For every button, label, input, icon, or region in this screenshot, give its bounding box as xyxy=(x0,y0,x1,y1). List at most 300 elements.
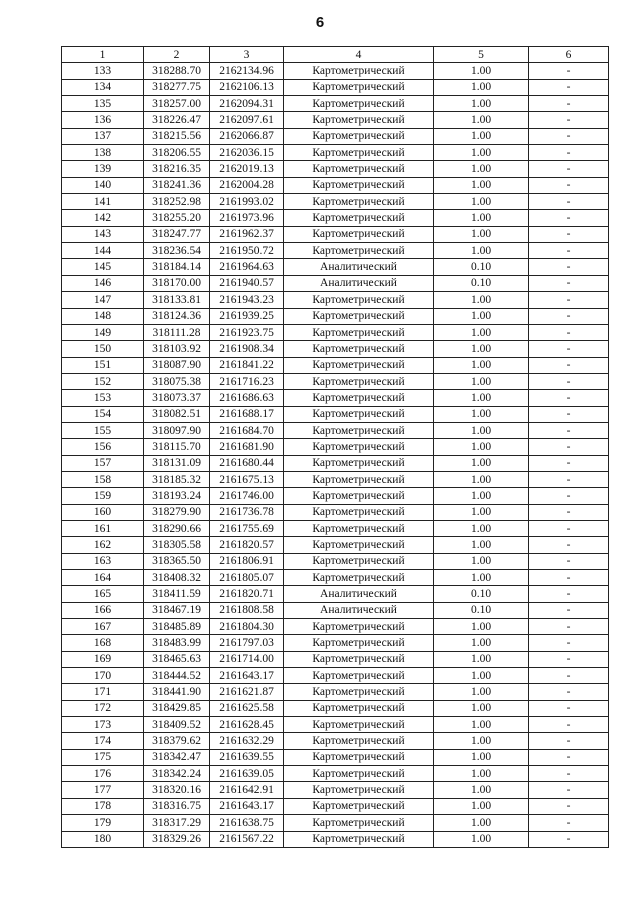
point-number-cell: 167 xyxy=(62,619,144,635)
point-number-cell: 146 xyxy=(62,275,144,291)
table-row xyxy=(62,488,609,504)
point-number-cell: 155 xyxy=(62,422,144,438)
note-cell: - xyxy=(529,553,609,569)
y-coordinate-cell: 2161805.07 xyxy=(210,570,284,586)
note-cell: - xyxy=(529,390,609,406)
x-coordinate-cell: 318097.90 xyxy=(144,422,210,438)
note-cell: - xyxy=(529,226,609,242)
table-row xyxy=(62,96,609,112)
method-cell: Картометрический xyxy=(284,177,434,193)
method-cell: Картометрический xyxy=(284,570,434,586)
table-body xyxy=(62,63,609,848)
point-number-cell: 165 xyxy=(62,586,144,602)
table-row xyxy=(62,717,609,733)
x-coordinate-cell: 318444.52 xyxy=(144,668,210,684)
table-row xyxy=(62,553,609,569)
y-coordinate-cell: 2161675.13 xyxy=(210,471,284,487)
table-row xyxy=(62,63,609,79)
accuracy-cell: 1.00 xyxy=(434,504,529,520)
y-coordinate-cell: 2161639.55 xyxy=(210,749,284,765)
method-cell: Картометрический xyxy=(284,439,434,455)
table-row xyxy=(62,749,609,765)
point-number-cell: 147 xyxy=(62,292,144,308)
note-cell: - xyxy=(529,602,609,618)
x-coordinate-cell: 318290.66 xyxy=(144,520,210,536)
note-cell: - xyxy=(529,717,609,733)
header-cell-col-4: 4 xyxy=(284,47,434,63)
note-cell: - xyxy=(529,586,609,602)
accuracy-cell: 1.00 xyxy=(434,292,529,308)
y-coordinate-cell: 2161621.87 xyxy=(210,684,284,700)
table-row xyxy=(62,128,609,144)
table-row xyxy=(62,537,609,553)
note-cell: - xyxy=(529,308,609,324)
method-cell: Картометрический xyxy=(284,308,434,324)
point-number-cell: 145 xyxy=(62,259,144,275)
note-cell: - xyxy=(529,635,609,651)
x-coordinate-cell: 318316.75 xyxy=(144,798,210,814)
method-cell: Картометрический xyxy=(284,815,434,831)
x-coordinate-cell: 318429.85 xyxy=(144,700,210,716)
method-cell: Картометрический xyxy=(284,619,434,635)
point-number-cell: 174 xyxy=(62,733,144,749)
point-number-cell: 163 xyxy=(62,553,144,569)
point-number-cell: 171 xyxy=(62,684,144,700)
x-coordinate-cell: 318215.56 xyxy=(144,128,210,144)
x-coordinate-cell: 318342.24 xyxy=(144,766,210,782)
accuracy-cell: 1.00 xyxy=(434,488,529,504)
y-coordinate-cell: 2161797.03 xyxy=(210,635,284,651)
x-coordinate-cell: 318379.62 xyxy=(144,733,210,749)
method-cell: Картометрический xyxy=(284,390,434,406)
note-cell: - xyxy=(529,651,609,667)
y-coordinate-cell: 2161680.44 xyxy=(210,455,284,471)
table-row xyxy=(62,308,609,324)
method-cell: Картометрический xyxy=(284,520,434,536)
y-coordinate-cell: 2161755.69 xyxy=(210,520,284,536)
x-coordinate-cell: 318277.75 xyxy=(144,79,210,95)
point-number-cell: 142 xyxy=(62,210,144,226)
table-row xyxy=(62,390,609,406)
y-coordinate-cell: 2161820.71 xyxy=(210,586,284,602)
table-row xyxy=(62,112,609,128)
note-cell: - xyxy=(529,161,609,177)
table-row xyxy=(62,504,609,520)
table-row xyxy=(62,406,609,422)
note-cell: - xyxy=(529,520,609,536)
method-cell: Картометрический xyxy=(284,749,434,765)
method-cell: Картометрический xyxy=(284,406,434,422)
y-coordinate-cell: 2161939.25 xyxy=(210,308,284,324)
accuracy-cell: 0.10 xyxy=(434,259,529,275)
accuracy-cell: 1.00 xyxy=(434,798,529,814)
point-number-cell: 176 xyxy=(62,766,144,782)
accuracy-cell: 1.00 xyxy=(434,373,529,389)
point-number-cell: 160 xyxy=(62,504,144,520)
point-number-cell: 148 xyxy=(62,308,144,324)
note-cell: - xyxy=(529,373,609,389)
accuracy-cell: 1.00 xyxy=(434,537,529,553)
table-row xyxy=(62,422,609,438)
y-coordinate-cell: 2161632.29 xyxy=(210,733,284,749)
point-number-cell: 139 xyxy=(62,161,144,177)
y-coordinate-cell: 2162106.13 xyxy=(210,79,284,95)
y-coordinate-cell: 2161808.58 xyxy=(210,602,284,618)
y-coordinate-cell: 2162134.96 xyxy=(210,63,284,79)
accuracy-cell: 1.00 xyxy=(434,128,529,144)
accuracy-cell: 1.00 xyxy=(434,733,529,749)
accuracy-cell: 1.00 xyxy=(434,177,529,193)
y-coordinate-cell: 2161923.75 xyxy=(210,324,284,340)
x-coordinate-cell: 318467.19 xyxy=(144,602,210,618)
accuracy-cell: 1.00 xyxy=(434,226,529,242)
y-coordinate-cell: 2161625.58 xyxy=(210,700,284,716)
point-number-cell: 151 xyxy=(62,357,144,373)
table-row xyxy=(62,373,609,389)
table-row xyxy=(62,341,609,357)
method-cell: Картометрический xyxy=(284,717,434,733)
point-number-cell: 179 xyxy=(62,815,144,831)
note-cell: - xyxy=(529,455,609,471)
method-cell: Картометрический xyxy=(284,324,434,340)
x-coordinate-cell: 318465.63 xyxy=(144,651,210,667)
accuracy-cell: 1.00 xyxy=(434,570,529,586)
accuracy-cell: 1.00 xyxy=(434,455,529,471)
method-cell: Картометрический xyxy=(284,488,434,504)
table-row xyxy=(62,210,609,226)
x-coordinate-cell: 318124.36 xyxy=(144,308,210,324)
x-coordinate-cell: 318483.99 xyxy=(144,635,210,651)
method-cell: Картометрический xyxy=(284,63,434,79)
point-number-cell: 140 xyxy=(62,177,144,193)
accuracy-cell: 1.00 xyxy=(434,684,529,700)
note-cell: - xyxy=(529,439,609,455)
table-row xyxy=(62,292,609,308)
x-coordinate-cell: 318288.70 xyxy=(144,63,210,79)
y-coordinate-cell: 2161567.22 xyxy=(210,831,284,847)
note-cell: - xyxy=(529,504,609,520)
y-coordinate-cell: 2162019.13 xyxy=(210,161,284,177)
header-cell-col-1: 1 xyxy=(62,47,144,63)
y-coordinate-cell: 2161950.72 xyxy=(210,243,284,259)
y-coordinate-cell: 2161820.57 xyxy=(210,537,284,553)
note-cell: - xyxy=(529,815,609,831)
accuracy-cell: 1.00 xyxy=(434,243,529,259)
point-number-cell: 150 xyxy=(62,341,144,357)
y-coordinate-cell: 2161684.70 xyxy=(210,422,284,438)
y-coordinate-cell: 2161642.91 xyxy=(210,782,284,798)
point-number-cell: 134 xyxy=(62,79,144,95)
accuracy-cell: 0.10 xyxy=(434,586,529,602)
method-cell: Картометрический xyxy=(284,194,434,210)
method-cell: Картометрический xyxy=(284,651,434,667)
point-number-cell: 172 xyxy=(62,700,144,716)
note-cell: - xyxy=(529,733,609,749)
note-cell: - xyxy=(529,422,609,438)
point-number-cell: 154 xyxy=(62,406,144,422)
table-row xyxy=(62,275,609,291)
method-cell: Картометрический xyxy=(284,635,434,651)
accuracy-cell: 0.10 xyxy=(434,602,529,618)
note-cell: - xyxy=(529,700,609,716)
method-cell: Картометрический xyxy=(284,373,434,389)
table-row xyxy=(62,259,609,275)
method-cell: Картометрический xyxy=(284,79,434,95)
y-coordinate-cell: 2162004.28 xyxy=(210,177,284,193)
y-coordinate-cell: 2161806.91 xyxy=(210,553,284,569)
method-cell: Картометрический xyxy=(284,161,434,177)
note-cell: - xyxy=(529,831,609,847)
accuracy-cell: 1.00 xyxy=(434,520,529,536)
accuracy-cell: 1.00 xyxy=(434,341,529,357)
method-cell: Картометрический xyxy=(284,455,434,471)
note-cell: - xyxy=(529,406,609,422)
table-row xyxy=(62,586,609,602)
point-number-cell: 152 xyxy=(62,373,144,389)
x-coordinate-cell: 318075.38 xyxy=(144,373,210,389)
x-coordinate-cell: 318409.52 xyxy=(144,717,210,733)
table-row xyxy=(62,243,609,259)
method-cell: Картометрический xyxy=(284,831,434,847)
note-cell: - xyxy=(529,243,609,259)
note-cell: - xyxy=(529,766,609,782)
note-cell: - xyxy=(529,210,609,226)
method-cell: Картометрический xyxy=(284,357,434,373)
point-number-cell: 177 xyxy=(62,782,144,798)
x-coordinate-cell: 318329.26 xyxy=(144,831,210,847)
page-number: 6 xyxy=(315,14,325,31)
point-number-cell: 159 xyxy=(62,488,144,504)
y-coordinate-cell: 2161943.23 xyxy=(210,292,284,308)
method-cell: Картометрический xyxy=(284,537,434,553)
point-number-cell: 137 xyxy=(62,128,144,144)
header-cell-col-6: 6 xyxy=(529,47,609,63)
note-cell: - xyxy=(529,112,609,128)
point-number-cell: 161 xyxy=(62,520,144,536)
point-number-cell: 180 xyxy=(62,831,144,847)
note-cell: - xyxy=(529,194,609,210)
y-coordinate-cell: 2161686.63 xyxy=(210,390,284,406)
accuracy-cell: 0.10 xyxy=(434,275,529,291)
y-coordinate-cell: 2161993.02 xyxy=(210,194,284,210)
table-row xyxy=(62,455,609,471)
method-cell: Картометрический xyxy=(284,226,434,242)
x-coordinate-cell: 318279.90 xyxy=(144,504,210,520)
accuracy-cell: 1.00 xyxy=(434,635,529,651)
table-row xyxy=(62,145,609,161)
point-number-cell: 173 xyxy=(62,717,144,733)
point-number-cell: 162 xyxy=(62,537,144,553)
note-cell: - xyxy=(529,292,609,308)
x-coordinate-cell: 318441.90 xyxy=(144,684,210,700)
table-row xyxy=(62,782,609,798)
note-cell: - xyxy=(529,357,609,373)
accuracy-cell: 1.00 xyxy=(434,145,529,161)
y-coordinate-cell: 2161681.90 xyxy=(210,439,284,455)
note-cell: - xyxy=(529,259,609,275)
method-cell: Картометрический xyxy=(284,766,434,782)
method-cell: Картометрический xyxy=(284,210,434,226)
point-number-cell: 138 xyxy=(62,145,144,161)
note-cell: - xyxy=(529,145,609,161)
header-cell-col-3: 3 xyxy=(210,47,284,63)
method-cell: Картометрический xyxy=(284,112,434,128)
point-number-cell: 149 xyxy=(62,324,144,340)
table-header xyxy=(62,47,609,63)
note-cell: - xyxy=(529,668,609,684)
y-coordinate-cell: 2161643.17 xyxy=(210,798,284,814)
accuracy-cell: 1.00 xyxy=(434,324,529,340)
x-coordinate-cell: 318087.90 xyxy=(144,357,210,373)
accuracy-cell: 1.00 xyxy=(434,63,529,79)
x-coordinate-cell: 318193.24 xyxy=(144,488,210,504)
x-coordinate-cell: 318206.55 xyxy=(144,145,210,161)
point-number-cell: 168 xyxy=(62,635,144,651)
method-cell: Картометрический xyxy=(284,782,434,798)
method-cell: Картометрический xyxy=(284,700,434,716)
table-row xyxy=(62,668,609,684)
x-coordinate-cell: 318252.98 xyxy=(144,194,210,210)
x-coordinate-cell: 318365.50 xyxy=(144,553,210,569)
x-coordinate-cell: 318320.16 xyxy=(144,782,210,798)
table-row xyxy=(62,619,609,635)
point-number-cell: 157 xyxy=(62,455,144,471)
y-coordinate-cell: 2162036.15 xyxy=(210,145,284,161)
method-cell: Аналитический xyxy=(284,602,434,618)
x-coordinate-cell: 318411.59 xyxy=(144,586,210,602)
point-number-cell: 135 xyxy=(62,96,144,112)
coordinates-table xyxy=(61,46,609,848)
point-number-cell: 141 xyxy=(62,194,144,210)
table-row xyxy=(62,602,609,618)
accuracy-cell: 1.00 xyxy=(434,390,529,406)
accuracy-cell: 1.00 xyxy=(434,619,529,635)
x-coordinate-cell: 318305.58 xyxy=(144,537,210,553)
x-coordinate-cell: 318408.32 xyxy=(144,570,210,586)
accuracy-cell: 1.00 xyxy=(434,406,529,422)
y-coordinate-cell: 2161962.37 xyxy=(210,226,284,242)
accuracy-cell: 1.00 xyxy=(434,357,529,373)
header-row xyxy=(62,47,609,63)
note-cell: - xyxy=(529,684,609,700)
x-coordinate-cell: 318103.92 xyxy=(144,341,210,357)
method-cell: Картометрический xyxy=(284,243,434,259)
table-row xyxy=(62,733,609,749)
y-coordinate-cell: 2161643.17 xyxy=(210,668,284,684)
y-coordinate-cell: 2161639.05 xyxy=(210,766,284,782)
point-number-cell: 144 xyxy=(62,243,144,259)
x-coordinate-cell: 318111.28 xyxy=(144,324,210,340)
table-row xyxy=(62,520,609,536)
table-row xyxy=(62,570,609,586)
point-number-cell: 169 xyxy=(62,651,144,667)
accuracy-cell: 1.00 xyxy=(434,782,529,798)
method-cell: Картометрический xyxy=(284,292,434,308)
x-coordinate-cell: 318236.54 xyxy=(144,243,210,259)
accuracy-cell: 1.00 xyxy=(434,766,529,782)
x-coordinate-cell: 318485.89 xyxy=(144,619,210,635)
header-cell-col-5: 5 xyxy=(434,47,529,63)
note-cell: - xyxy=(529,749,609,765)
method-cell: Картометрический xyxy=(284,128,434,144)
accuracy-cell: 1.00 xyxy=(434,194,529,210)
accuracy-cell: 1.00 xyxy=(434,471,529,487)
method-cell: Картометрический xyxy=(284,684,434,700)
method-cell: Картометрический xyxy=(284,341,434,357)
y-coordinate-cell: 2161688.17 xyxy=(210,406,284,422)
note-cell: - xyxy=(529,128,609,144)
accuracy-cell: 1.00 xyxy=(434,651,529,667)
x-coordinate-cell: 318170.00 xyxy=(144,275,210,291)
note-cell: - xyxy=(529,570,609,586)
x-coordinate-cell: 318073.37 xyxy=(144,390,210,406)
accuracy-cell: 1.00 xyxy=(434,700,529,716)
y-coordinate-cell: 2161628.45 xyxy=(210,717,284,733)
accuracy-cell: 1.00 xyxy=(434,161,529,177)
method-cell: Картометрический xyxy=(284,798,434,814)
method-cell: Аналитический xyxy=(284,275,434,291)
note-cell: - xyxy=(529,471,609,487)
y-coordinate-cell: 2162066.87 xyxy=(210,128,284,144)
table-row xyxy=(62,815,609,831)
note-cell: - xyxy=(529,96,609,112)
x-coordinate-cell: 318255.20 xyxy=(144,210,210,226)
method-cell: Аналитический xyxy=(284,259,434,275)
point-number-cell: 136 xyxy=(62,112,144,128)
accuracy-cell: 1.00 xyxy=(434,553,529,569)
method-cell: Картометрический xyxy=(284,145,434,161)
point-number-cell: 156 xyxy=(62,439,144,455)
note-cell: - xyxy=(529,177,609,193)
note-cell: - xyxy=(529,619,609,635)
x-coordinate-cell: 318133.81 xyxy=(144,292,210,308)
point-number-cell: 153 xyxy=(62,390,144,406)
table-row xyxy=(62,161,609,177)
y-coordinate-cell: 2161804.30 xyxy=(210,619,284,635)
method-cell: Картометрический xyxy=(284,668,434,684)
table-row xyxy=(62,684,609,700)
x-coordinate-cell: 318216.35 xyxy=(144,161,210,177)
accuracy-cell: 1.00 xyxy=(434,112,529,128)
note-cell: - xyxy=(529,63,609,79)
y-coordinate-cell: 2161973.96 xyxy=(210,210,284,226)
x-coordinate-cell: 318257.00 xyxy=(144,96,210,112)
accuracy-cell: 1.00 xyxy=(434,96,529,112)
y-coordinate-cell: 2161714.00 xyxy=(210,651,284,667)
point-number-cell: 170 xyxy=(62,668,144,684)
note-cell: - xyxy=(529,341,609,357)
y-coordinate-cell: 2161716.23 xyxy=(210,373,284,389)
table-row xyxy=(62,651,609,667)
accuracy-cell: 1.00 xyxy=(434,422,529,438)
x-coordinate-cell: 318115.70 xyxy=(144,439,210,455)
method-cell: Аналитический xyxy=(284,586,434,602)
method-cell: Картометрический xyxy=(284,422,434,438)
point-number-cell: 178 xyxy=(62,798,144,814)
table-row xyxy=(62,700,609,716)
table-row xyxy=(62,324,609,340)
y-coordinate-cell: 2161940.57 xyxy=(210,275,284,291)
table-row xyxy=(62,766,609,782)
table-row xyxy=(62,79,609,95)
method-cell: Картометрический xyxy=(284,733,434,749)
x-coordinate-cell: 318185.32 xyxy=(144,471,210,487)
x-coordinate-cell: 318226.47 xyxy=(144,112,210,128)
y-coordinate-cell: 2161746.00 xyxy=(210,488,284,504)
note-cell: - xyxy=(529,537,609,553)
y-coordinate-cell: 2162097.61 xyxy=(210,112,284,128)
table-row xyxy=(62,226,609,242)
